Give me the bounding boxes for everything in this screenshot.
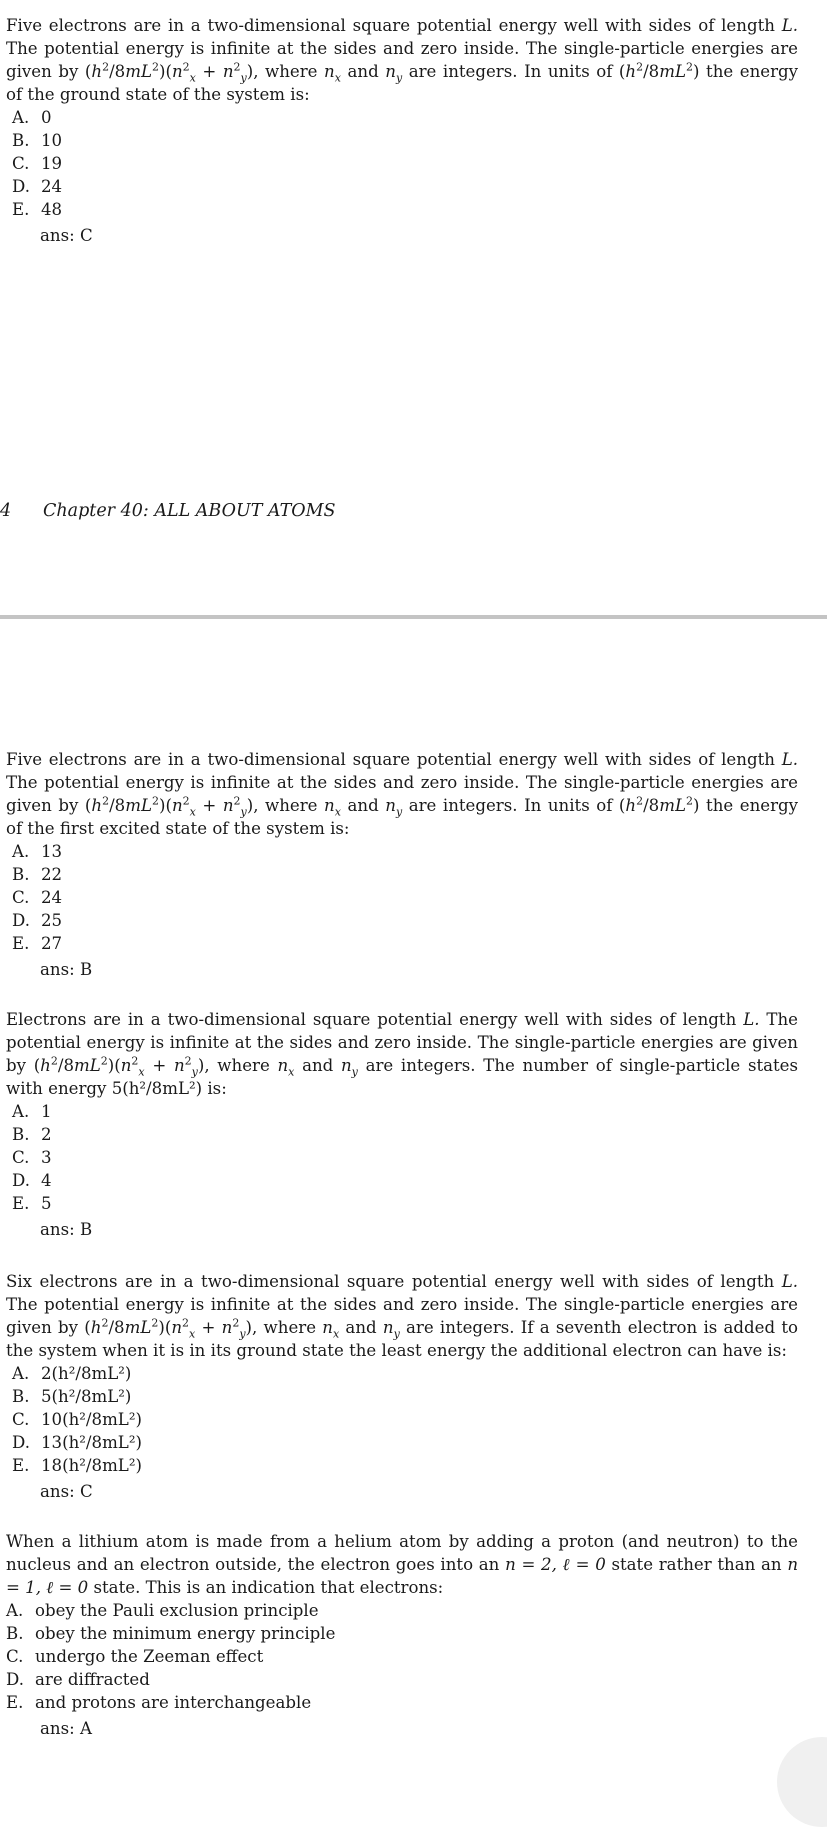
option-b: B. 5(h²/8mL²) — [12, 1387, 132, 1406]
option-list — [6, 106, 798, 221]
option-a: A. 2(h²/8mL²) — [12, 1364, 132, 1383]
question-stem: When a lithium atom is made from a helium atom by adding a proton (and neutron) to the nucleus and an electron outside, the electron goes into an n = 2, ℓ = 0 state rather than an n = 1, ℓ = 0 state. This is an indication that electrons: — [6, 1532, 798, 1597]
question-4 — [6, 1270, 798, 1503]
option-e: E. 48 — [12, 200, 63, 219]
option-d: D. are diffracted — [6, 1670, 150, 1689]
option-b: B. 10 — [12, 131, 63, 150]
answer-key: ans: C — [40, 226, 93, 245]
question-stem: Six electrons are in a two-dimensional square potential energy well with sides of length L. The potential energy is infinite at the sides and zero inside. The single-particle energies are given by $(h^2/8mL^2)(n^2_x + n^2_y)$, where $n_x$ and $n_y$ are integers. If a seventh electron is added to the system when it is in its ground state the least energy the additional electron can have is: — [6, 1272, 799, 1360]
question-2 — [6, 748, 798, 981]
option-list — [6, 1599, 798, 1714]
option-c: C. undergo the Zeeman effect — [6, 1647, 264, 1666]
answer-key: ans: A — [40, 1719, 92, 1738]
option-c: C. 19 — [12, 154, 63, 173]
option-c: C. 24 — [12, 888, 63, 907]
option-list — [6, 1362, 798, 1477]
option-b: B. 22 — [12, 865, 63, 884]
option-e: E. 5 — [12, 1194, 52, 1213]
page-number: 4 — [0, 501, 12, 521]
option-list — [6, 840, 798, 955]
option-b: B. 2 — [12, 1125, 52, 1144]
question-5 — [6, 1530, 798, 1740]
option-d: D. 4 — [12, 1171, 52, 1190]
option-d: D. 24 — [12, 177, 63, 196]
answer-key: ans: B — [40, 960, 93, 979]
page-header — [0, 500, 336, 523]
option-b: B. obey the minimum energy principle — [6, 1624, 336, 1643]
option-e: E. 18(h²/8mL²) — [12, 1456, 142, 1475]
question-stem: Five electrons are in a two-dimensional square potential energy well with sides of length L. The potential energy is infinite at the sides and zero inside. The single-particle energies are given by $(h^2/8mL^2)(n^2_x + n^2_y)$, where $n_x$ and $n_y$ are integers. In units of $(h^2/8mL^2)$ the energy of the first excited state of the system is: — [6, 750, 799, 838]
option-d: D. 25 — [12, 911, 63, 930]
chapter-title: Chapter 40: ALL ABOUT ATOMS — [43, 501, 336, 521]
option-e: E. 27 — [12, 934, 63, 953]
option-c: C. 10(h²/8mL²) — [12, 1410, 142, 1429]
option-a: A. obey the Pauli exclusion principle — [6, 1601, 319, 1620]
option-c: C. 3 — [12, 1148, 52, 1167]
question-stem: Electrons are in a two-dimensional square potential energy well with sides of length L. The potential energy is infinite at the sides and zero inside. The single-particle energies are given by $(h^2/8mL^2)(n^2_x + n^2_y)$, where $n_x$ and $n_y$ are integers. The number of single-particle states with energy 5(h²/8mL²) is: — [6, 1010, 799, 1098]
answer-key: ans: C — [40, 1482, 93, 1501]
option-d: D. 13(h²/8mL²) — [12, 1433, 142, 1452]
question-3 — [6, 1008, 798, 1241]
option-a: A. 1 — [12, 1102, 52, 1121]
option-a: A. 13 — [12, 842, 63, 861]
page-corner-shadow — [777, 1737, 827, 1827]
question-1 — [6, 14, 798, 247]
page-divider — [0, 615, 827, 619]
question-stem: Five electrons are in a two-dimensional square potential energy well with sides of length L. The potential energy is infinite at the sides and zero inside. The single-particle energies are given by $(h^2/8mL^2)(n^2_x + n^2_y)$, where $n_x$ and $n_y$ are integers. In units of $(h^2/8mL^2)$ the energy of the ground state of the system is: — [6, 16, 799, 104]
option-e: E. and protons are interchangeable — [6, 1693, 312, 1712]
option-list — [6, 1100, 798, 1215]
option-a: A. 0 — [12, 108, 52, 127]
answer-key: ans: B — [40, 1220, 93, 1239]
